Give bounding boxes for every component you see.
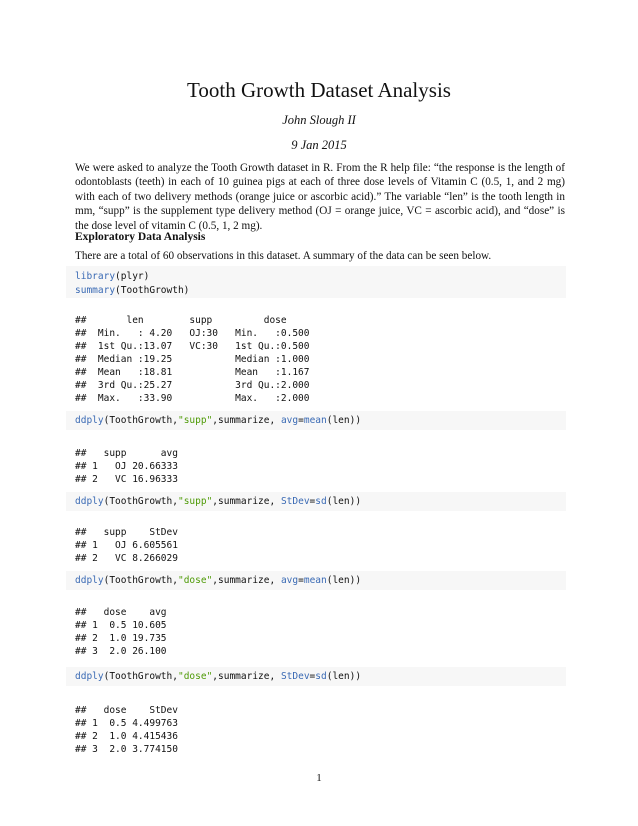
code-args: (ToothGrowth): [115, 285, 190, 296]
code-args: (plyr): [115, 271, 150, 282]
section-text: There are a total of 60 observations in this dataset. A summary of the data can be seen below.: [75, 250, 492, 262]
output-line: ## 1 OJ 20.66333: [75, 461, 178, 472]
output-line: ## Mean :18.81 Mean :1.167: [75, 367, 321, 378]
output-line: ## 3 2.0 3.774150: [75, 744, 178, 755]
output-line: ## dose avg: [75, 607, 167, 618]
code-line-summary: [75, 283, 189, 298]
code-line: ddply(ToothGrowth,"supp",summarize, avg=mean(len)): [75, 415, 362, 426]
output-line: ## supp StDev: [75, 527, 178, 538]
output-line: ## 1 0.5 10.605: [75, 620, 167, 631]
output-line: ## 2 1.0 4.415436: [75, 731, 178, 742]
output-line: ## 2 1.0 19.735: [75, 633, 167, 644]
code-line: ddply(ToothGrowth,"supp",summarize, StDev=sd(len)): [75, 496, 362, 507]
output-line: ## dose StDev: [75, 705, 178, 716]
code-function: summary: [75, 285, 116, 296]
output-line: ## 2 VC 16.96333: [75, 474, 178, 485]
output-line: ## Max. :33.90 Max. :2.000: [75, 393, 321, 404]
output-line: ## 3rd Qu.:25.27 3rd Qu.:2.000: [75, 380, 321, 391]
code-line-library: [75, 269, 149, 284]
output-line: ## 1 OJ 6.605561: [75, 540, 178, 551]
output-line: ## len supp dose: [75, 315, 321, 326]
output-line: ## 1 0.5 4.499763: [75, 718, 178, 729]
output-line: ## Median :19.25 Median :1.000: [75, 354, 321, 365]
intro-paragraph: We were asked to analyze the Tooth Growth dataset in R. From the R help file: “the response is the length of odontoblasts (teeth) in each of 10 guinea pigs at each of three dose levels of Vitamin C (0.5, 1, and 2 mg) with each of two delivery methods (orange juice or ascorbic acid).” The variable “len” is the tooth length in mm, “supp” is the supplement type delivery method (OJ = orange juice, VC = ascorbic acid), and “dose” is the dose level of vitamin C (0.5, 1, 2 mg).: [75, 162, 565, 232]
page-number: 1: [316, 772, 322, 784]
document-date: 9 Jan 2015: [291, 138, 347, 152]
output-line: ## 3 2.0 26.100: [75, 646, 167, 657]
code-line: ddply(ToothGrowth,"dose",summarize, StDev=sd(len)): [75, 671, 362, 682]
output-line: ## 1st Qu.:13.07 VC:30 1st Qu.:0.500: [75, 341, 321, 352]
output-line: ## Min. : 4.20 OJ:30 Min. :0.500: [75, 328, 321, 339]
output-line: ## supp avg: [75, 448, 178, 459]
document-title: Tooth Growth Dataset Analysis: [187, 78, 451, 102]
output-line: ## 2 VC 8.266029: [75, 553, 178, 564]
code-line: ddply(ToothGrowth,"dose",summarize, avg=mean(len)): [75, 575, 362, 586]
author-name: John Slough II: [282, 113, 356, 127]
section-heading: Exploratory Data Analysis: [75, 231, 206, 243]
code-function: library: [75, 271, 116, 282]
